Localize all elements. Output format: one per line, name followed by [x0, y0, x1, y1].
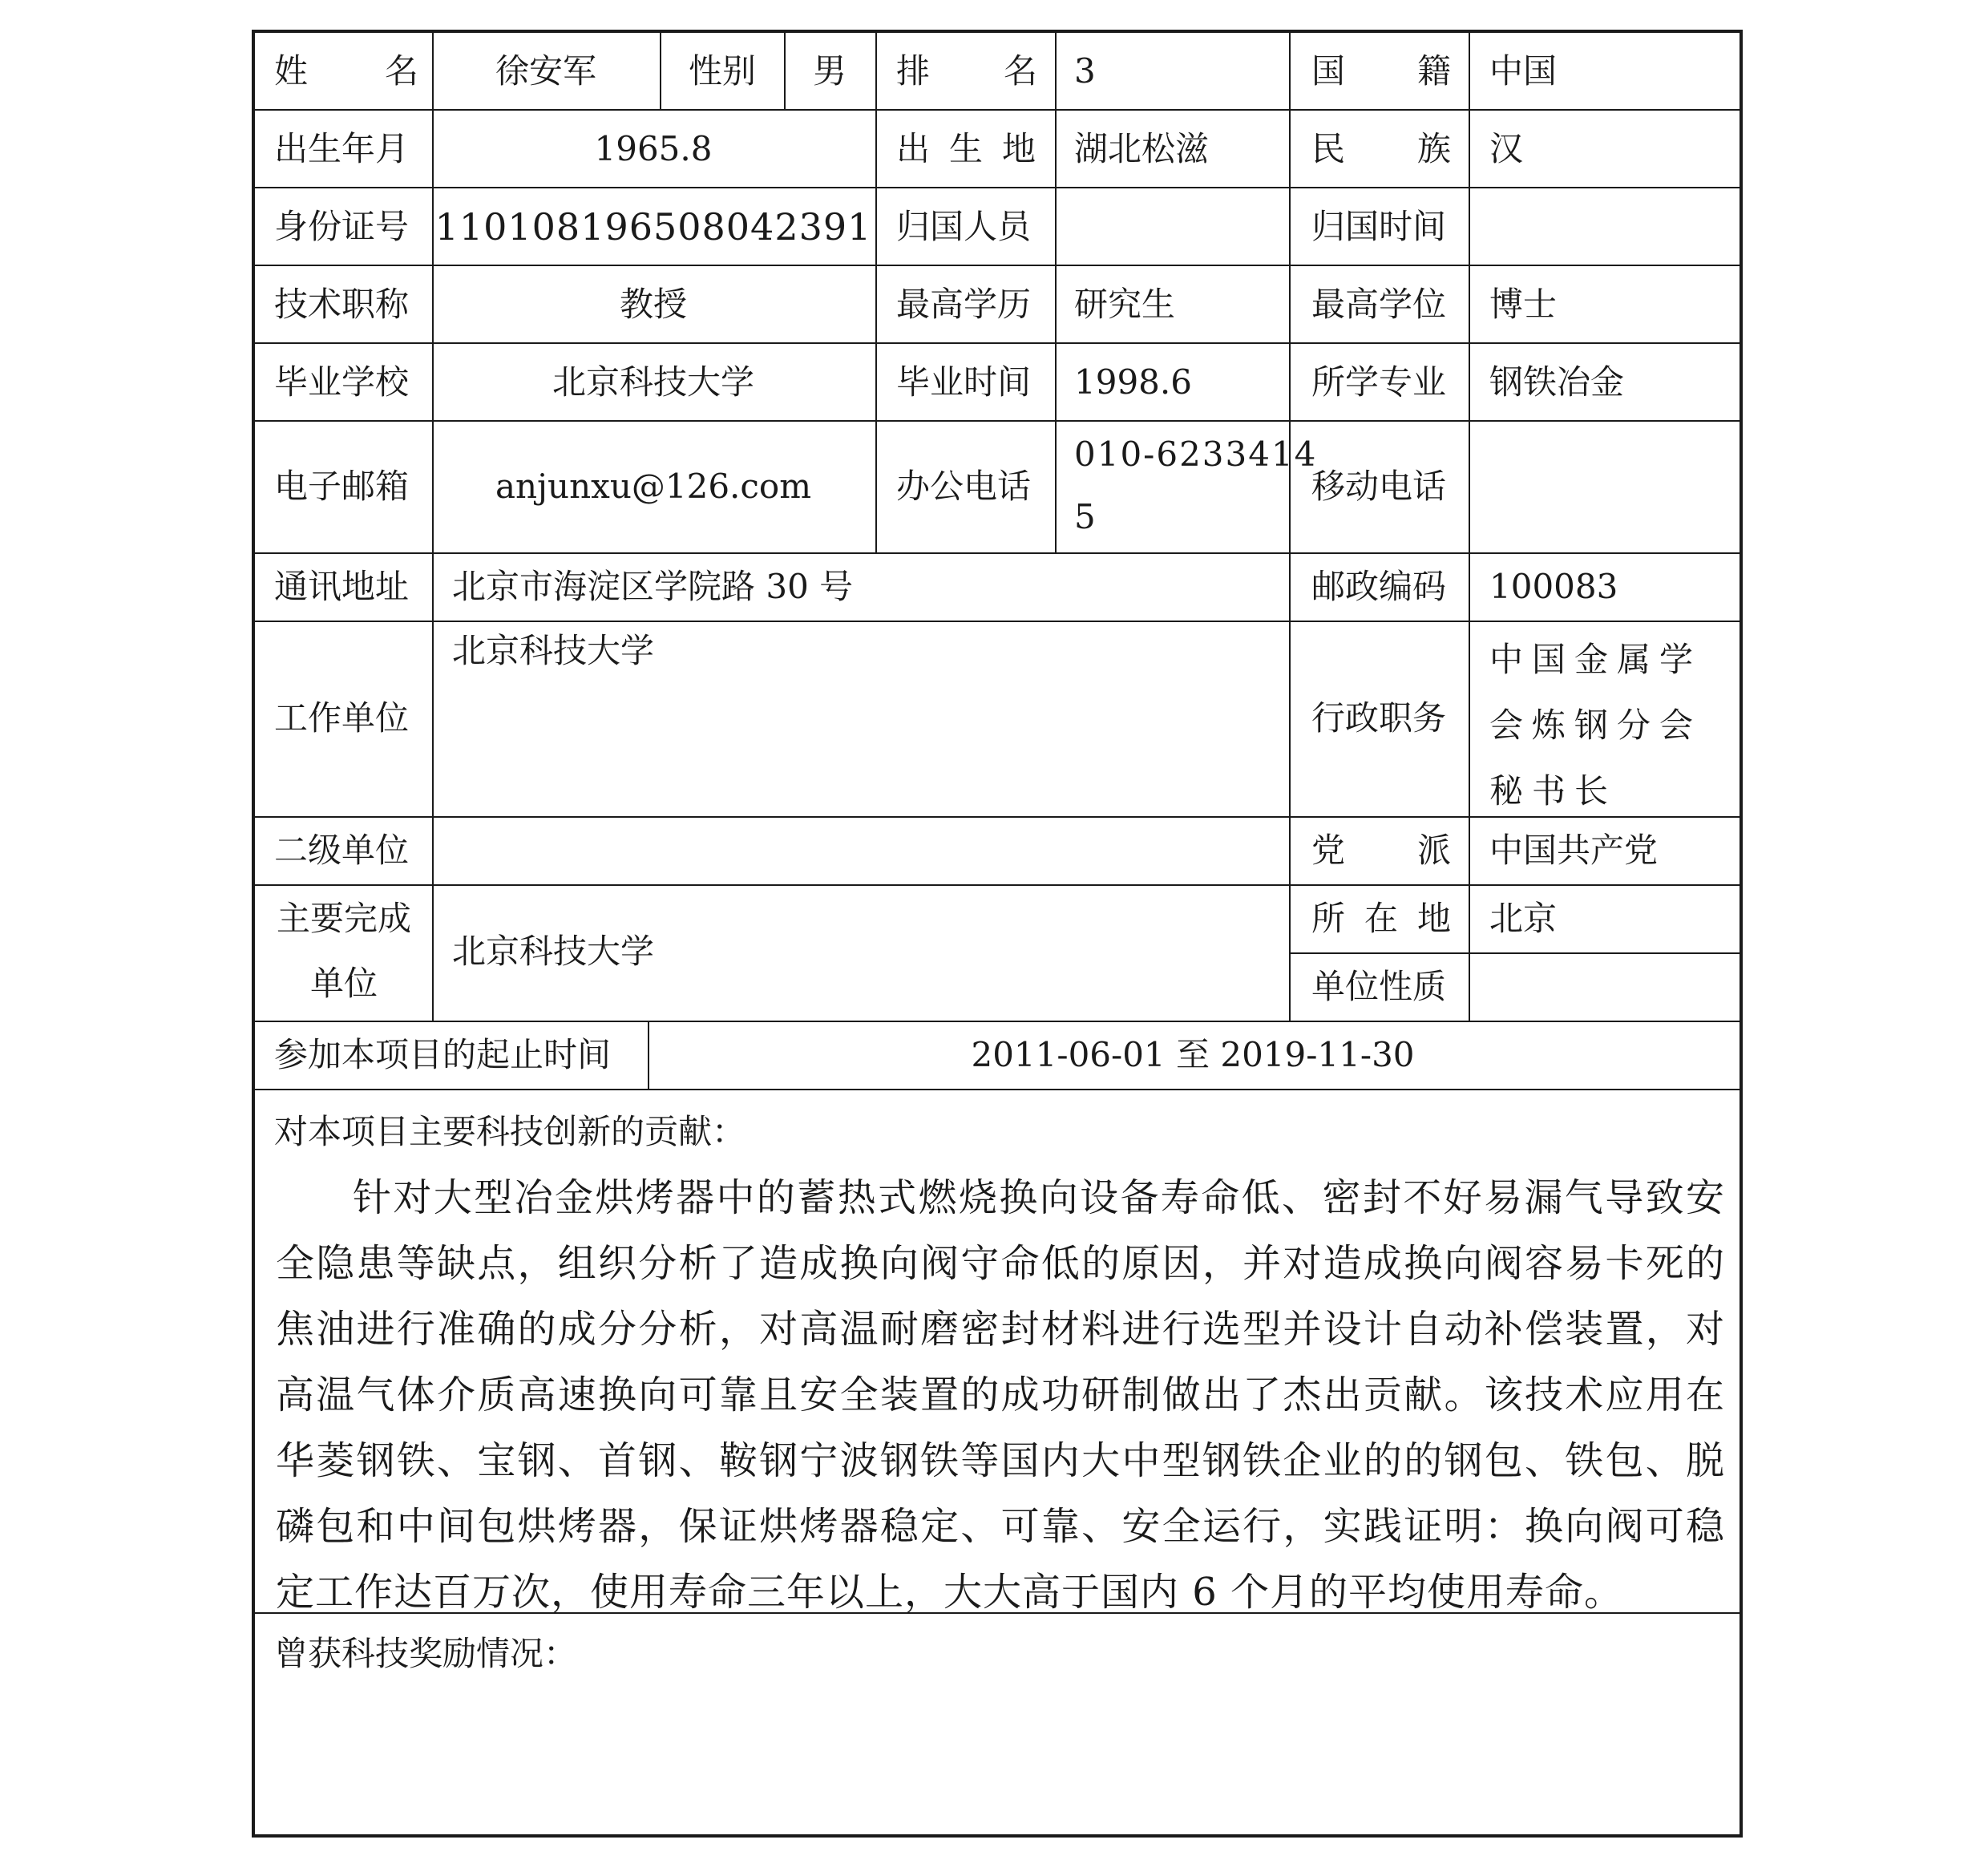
nationality-value: 中国: [1489, 51, 1558, 91]
school-value: 北京科技大学: [552, 362, 755, 402]
ethnicity-label-char: 民: [1311, 129, 1346, 168]
location-label-char: 在: [1364, 899, 1398, 938]
column-divider: [1055, 33, 1057, 552]
birthplace-label-char: 出: [896, 129, 931, 168]
work-unit-value: 北京科技大学: [452, 631, 655, 670]
education-value: 研究生: [1074, 285, 1176, 324]
name-label-char: 姓: [274, 51, 309, 91]
ethnicity-value: 汉: [1489, 129, 1524, 168]
postcode-label: 邮政编码: [1311, 567, 1447, 606]
address-label: 通讯地址: [274, 567, 410, 606]
party-value: 中国共产党: [1489, 831, 1659, 870]
location-label-char: 地: [1416, 899, 1451, 938]
nationality-label: [1311, 51, 1451, 92]
ethnicity-label: [1311, 128, 1451, 170]
rank-label-char: 排: [896, 51, 931, 91]
nationality-label-char: 籍: [1416, 51, 1451, 91]
returnee-label: 归国人员: [896, 207, 1032, 246]
location-label-char: 所: [1311, 899, 1346, 938]
main-unit-value: 北京科技大学: [452, 932, 655, 971]
rank-value: 3: [1074, 51, 1096, 91]
return-time-label: 归国时间: [1311, 207, 1447, 246]
birth-value: 1965.8: [594, 129, 713, 168]
location-label: [1311, 898, 1451, 940]
row-divider: [255, 552, 1740, 554]
nationality-label-char: 国: [1311, 51, 1346, 91]
office-phone-label: 办公电话: [896, 467, 1032, 506]
degree-value: 博士: [1489, 285, 1558, 324]
work-unit-label: 工作单位: [274, 698, 410, 738]
row-divider: [255, 187, 1740, 188]
contribution-text: 针对大型冶金烘烤器中的蓄热式燃烧换向设备寿命低、密封不好易漏气导致安全隐患等缺点，组织分析了造成换向阀守命低的原因，并对造成换向阀容易卡死的焦油进行准确的成分分析，对高温耐磨密封材料进行选型并设计自动补偿装置，对高温气体介质高速换向可靠且安全装置的成功研制做出了杰出贡献。该技术应用在华菱钢铁、宝钢、首钢、鞍钢宁波钢铁等国内大中型钢铁企业的的钢包、铁包、脱磷包和中间包烘烤器，保证烘烤器稳定、可靠、安全运行，实践证明：换向阀可稳定工作达百万次，使用寿命三年以上，大大高于国内 6 个月的平均使用寿命。: [276, 1175, 1725, 1615]
grad-time-value: 1998.6: [1074, 362, 1192, 402]
id-label: 身份证号: [274, 207, 410, 246]
secondary-unit-label: 二级单位: [274, 831, 410, 870]
row-divider: [255, 1089, 1740, 1090]
personal-info-form: [252, 30, 1743, 1838]
rank-label: [896, 51, 1037, 92]
location-value: 北京: [1489, 899, 1558, 938]
party-label-char: 派: [1416, 831, 1451, 870]
period-label: 参加本项目的起止时间: [274, 1035, 612, 1074]
id-value: 110108196508042391: [434, 205, 872, 249]
column-divider: [1289, 33, 1291, 1021]
column-divider: [660, 33, 661, 109]
name-value: 徐安军: [495, 51, 597, 91]
admin-post-value: 中国金属学会炼钢分会秘书长: [1489, 640, 1703, 811]
row-divider: [255, 621, 1740, 622]
name-label-char: 名: [384, 51, 418, 91]
admin-post-label: 行政职务: [1311, 698, 1447, 738]
column-divider: [875, 33, 877, 552]
awards-heading: 曾获科技奖励情况：: [274, 1634, 578, 1673]
gender-value: 男: [812, 51, 847, 91]
rank-label-char: 名: [1003, 51, 1037, 91]
school-label: 毕业学校: [274, 362, 410, 402]
column-divider: [1469, 33, 1470, 1021]
major-value: 钢铁冶金: [1489, 362, 1625, 402]
title-label: 技术职称: [274, 285, 410, 324]
column-divider: [432, 33, 434, 1021]
major-label: 所学专业: [1311, 362, 1447, 402]
row-divider: [255, 1021, 1740, 1022]
email-value: anjunxu@126.com: [495, 467, 812, 506]
main-unit-label-line1: 主要完成: [276, 899, 412, 938]
grad-time-label: 毕业时间: [896, 362, 1032, 402]
birthplace-label-char: 生: [948, 129, 983, 168]
title-value: 教授: [619, 285, 688, 324]
row-divider: [255, 265, 1740, 266]
mobile-label: 移动电话: [1311, 467, 1447, 506]
birthplace-value: 湖北松滋: [1074, 129, 1210, 168]
row-divider: [255, 342, 1740, 344]
name-label: [274, 51, 418, 92]
email-label: 电子邮箱: [274, 467, 410, 506]
row-divider: [255, 884, 1740, 886]
postcode-value: 100083: [1489, 567, 1618, 606]
unit-nature-label: 单位性质: [1311, 967, 1447, 1006]
period-value: 2011-06-01 至 2019-11-30: [971, 1035, 1415, 1074]
column-divider: [784, 33, 786, 109]
row-divider: [255, 420, 1740, 422]
birthplace-label: [896, 128, 1036, 170]
party-label-char: 党: [1311, 831, 1346, 870]
education-label: 最高学历: [896, 285, 1032, 324]
column-divider: [648, 1021, 649, 1089]
contribution-heading: 对本项目主要科技创新的贡献：: [274, 1112, 746, 1151]
row-divider: [1289, 952, 1740, 954]
main-unit-label-line2: 单位: [309, 964, 378, 1003]
office-phone-value-line1: 010-6233414: [1074, 435, 1318, 474]
party-label: [1311, 830, 1451, 871]
address-value: 北京市海淀区学院路 30 号: [452, 567, 854, 606]
degree-label: 最高学位: [1311, 285, 1447, 324]
birthplace-label-char: 地: [1001, 129, 1036, 168]
gender-label: 性别: [688, 51, 757, 91]
ethnicity-label-char: 族: [1416, 129, 1451, 168]
row-divider: [255, 109, 1740, 111]
birth-label: 出生年月: [274, 129, 410, 168]
office-phone-value-line2: 5: [1074, 497, 1096, 536]
